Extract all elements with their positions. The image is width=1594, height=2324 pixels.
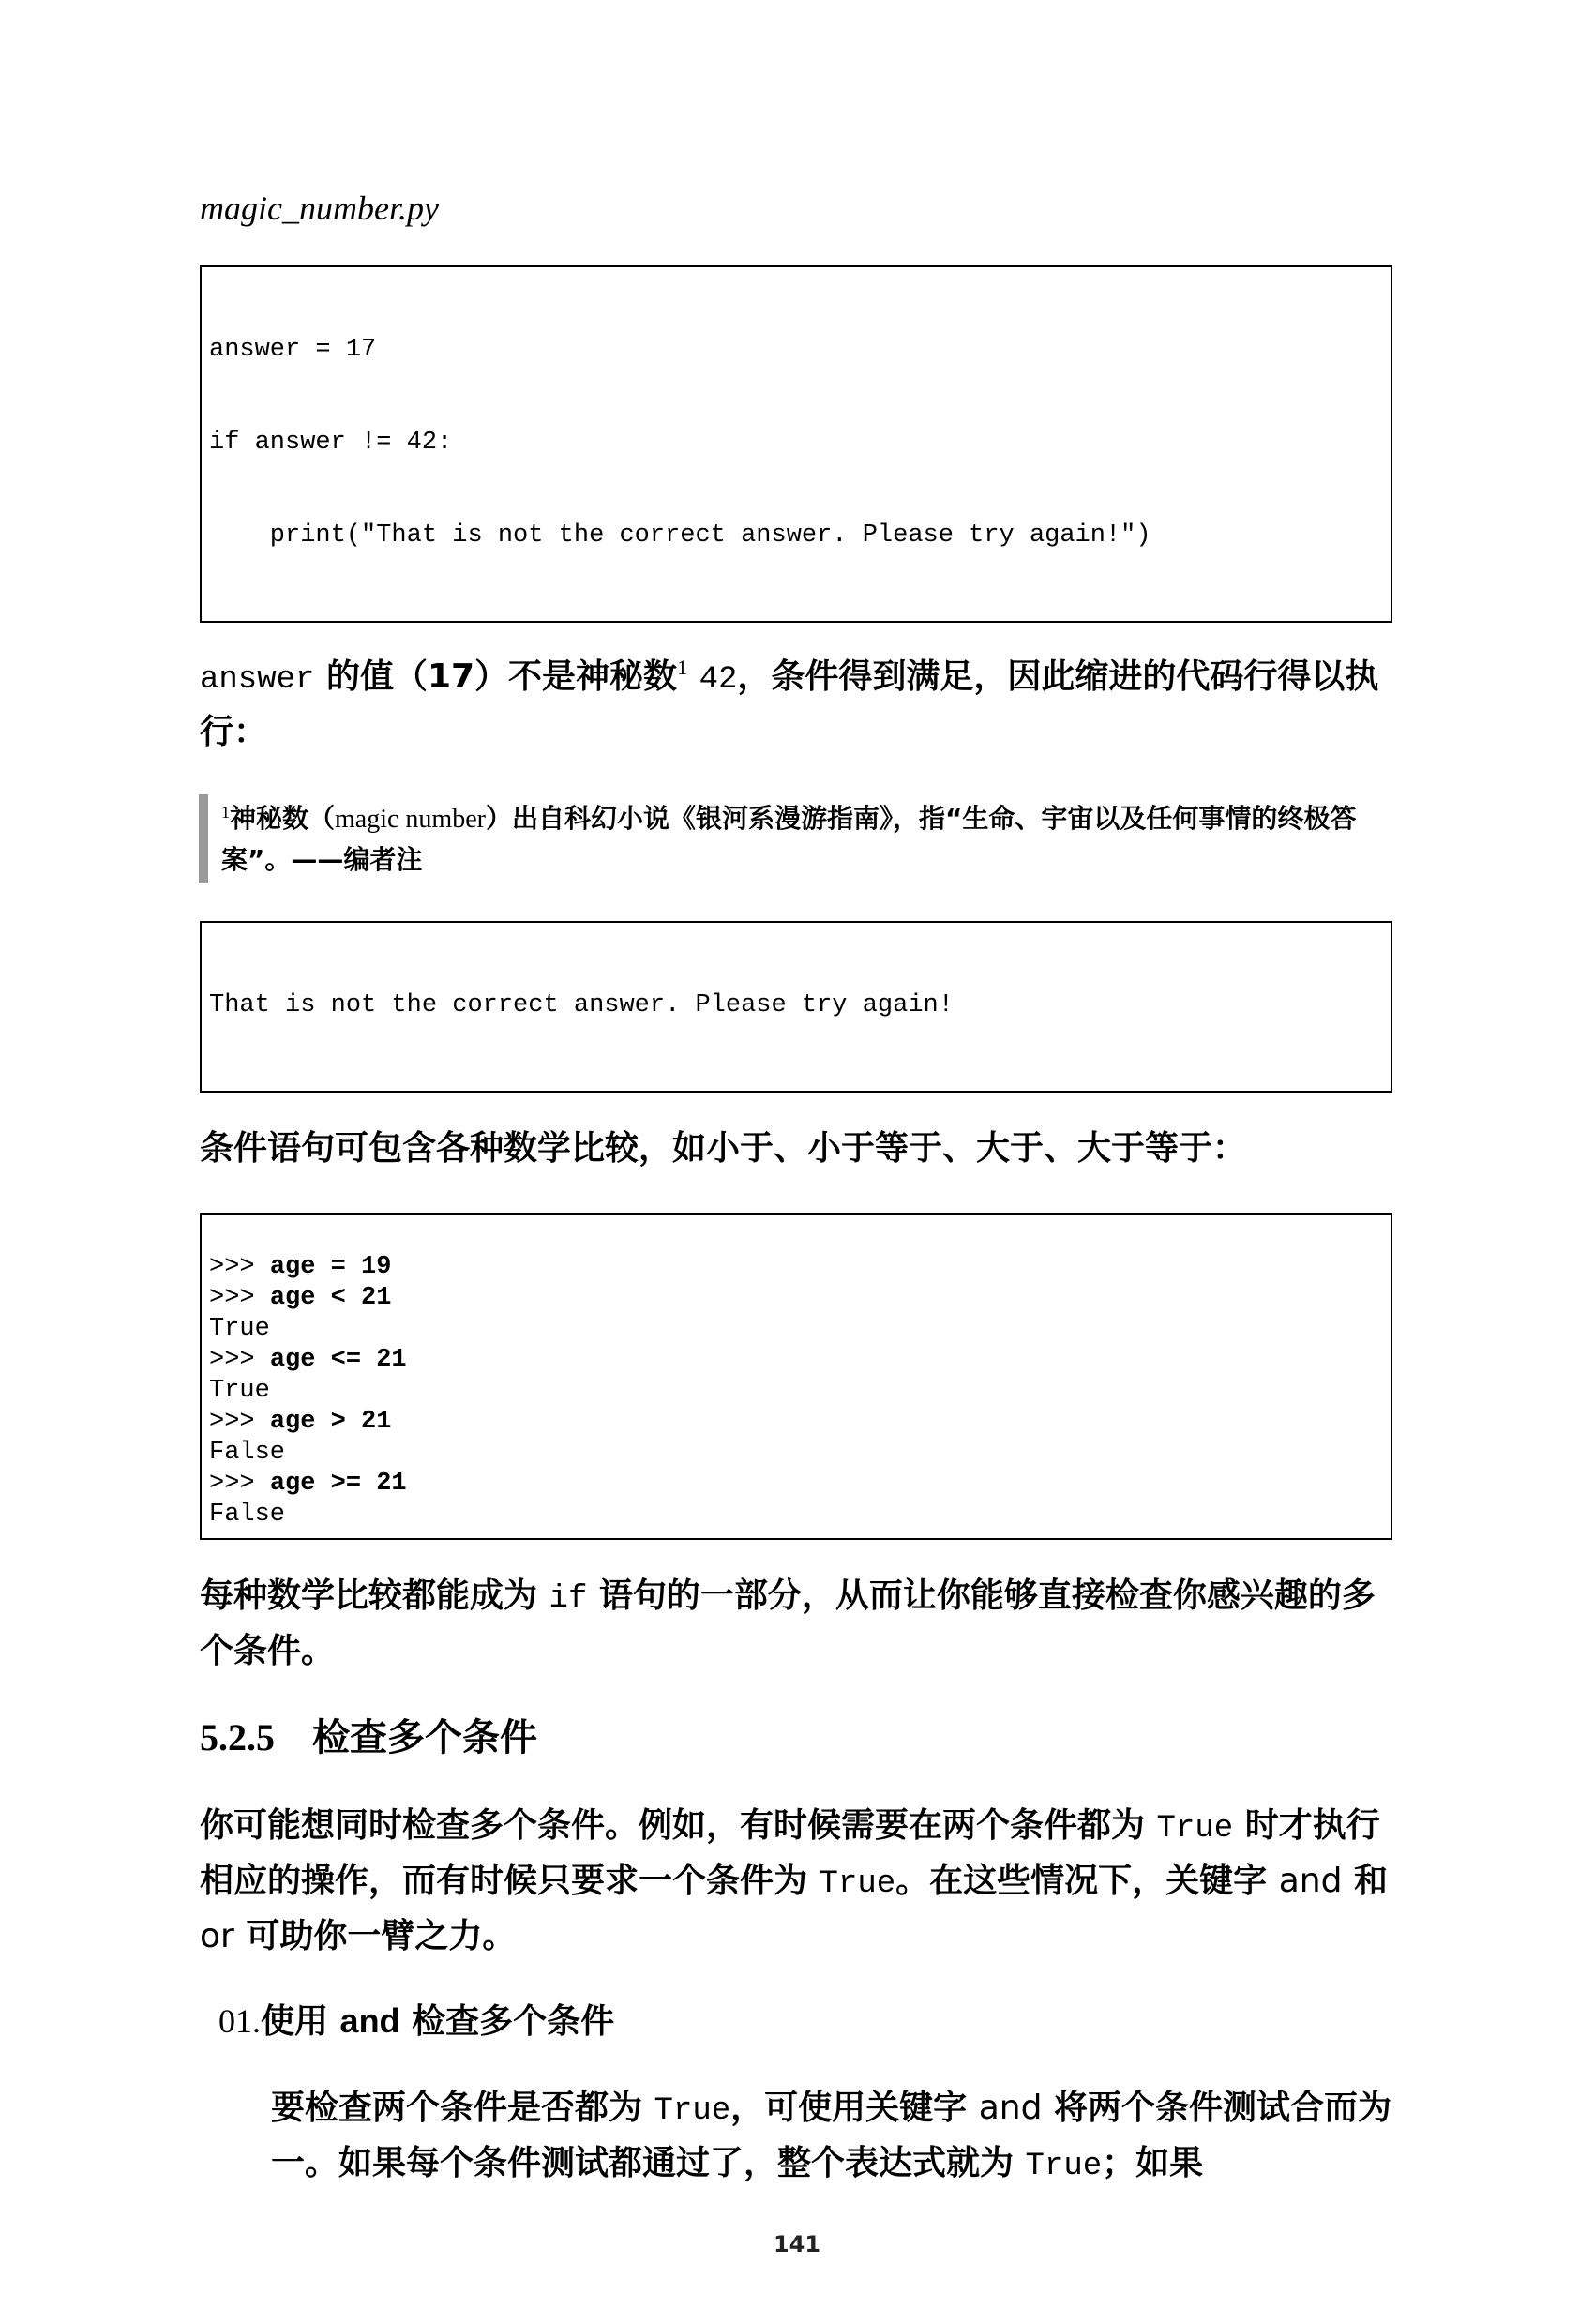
repl-input-line	[209, 1469, 1383, 1500]
paragraph-comparisons: 条件语句可包含各种数学比较，如小于、小于等于、大于、大于等于：	[200, 1129, 1247, 1168]
paragraph-and-keyword: 要检查两个条件是否都为 True，可使用关键字 and 将两个条件测试合而为一。如果每个条件测试都通过了，整个表达式就为 True；如果	[271, 2089, 1391, 2184]
output-line: That is not the correct answer. Please try again!	[209, 991, 954, 1019]
inline-code: answer	[200, 662, 315, 698]
footnote-ref[interactable]: 1	[677, 656, 688, 679]
footnote-marker: 1	[221, 803, 230, 822]
interactive-session-block	[200, 1213, 1392, 1540]
inline-code: 42	[699, 662, 738, 698]
paragraph-if-statement: 每种数学比较都能成为 if 语句的一部分，从而让你能够直接检查你感兴趣的多个条件。	[200, 1577, 1376, 1670]
code-line: print("That is not the correct answer. Please try again!")	[209, 521, 1151, 550]
repl-input: age > 21	[269, 1408, 392, 1436]
keyword-and: and	[978, 2089, 1043, 2127]
repl-input: age < 21	[269, 1284, 392, 1312]
repl-input-line	[209, 1252, 1383, 1283]
code-line: if answer != 42:	[209, 429, 453, 457]
repl-prompt: >>>	[209, 1284, 270, 1312]
repl-input-line	[209, 1407, 1383, 1438]
section-number: 5.2.5	[200, 1716, 275, 1758]
repl-input: age <= 21	[269, 1346, 407, 1374]
inline-code: if	[549, 1581, 588, 1617]
inline-code: True	[1156, 1811, 1234, 1847]
paragraph-multiple-conditions: 你可能想同时检查多个条件。例如，有时候需要在两个条件都为 True 时才执行相应的操作，而有时候只要求一个条件为 True。在这些情况下，关键字 and 和 or 可助你一臂之力。	[200, 1806, 1388, 1955]
subsection-heading: 01.使用 and 检查多个条件	[218, 2001, 615, 2041]
page-number: 141	[773, 2231, 821, 2257]
subsection-number: 01.	[218, 2002, 261, 2040]
inline-code: True	[1025, 2149, 1103, 2184]
repl-input: age = 19	[269, 1253, 392, 1281]
repl-output-line: False	[209, 1501, 286, 1529]
repl-output-line: True	[209, 1377, 270, 1405]
section-title: 检查多个条件	[312, 1716, 537, 1759]
repl-input: age >= 21	[269, 1470, 407, 1498]
repl-prompt: >>>	[209, 1470, 270, 1498]
footnote: $^1$神秘数（magic number）出自科幻小说《银河系漫游指南》，指“生命、宇宙以及任何事情的终极答案”。——编者注	[199, 794, 1394, 883]
repl-input-line	[209, 1283, 1383, 1314]
section-heading	[200, 1712, 1392, 1764]
footnote-term: magic number	[335, 805, 486, 834]
code-line: answer = 17	[209, 336, 377, 364]
subsection-keyword: and	[339, 2001, 400, 2040]
repl-output-line: False	[209, 1439, 286, 1467]
repl-output-line: True	[209, 1315, 270, 1343]
inline-code: True	[654, 2093, 731, 2129]
repl-prompt: >>>	[209, 1408, 270, 1436]
keyword-or: or	[200, 1917, 234, 1955]
repl-input-line	[209, 1345, 1383, 1376]
code-block-magic-number	[200, 265, 1392, 623]
keyword-and: and	[1278, 1862, 1343, 1900]
output-block	[200, 921, 1392, 1093]
file-title: magic_number.py	[200, 189, 439, 227]
repl-prompt: >>>	[209, 1346, 270, 1374]
paragraph-answer-explanation: answer 的值（17）不是神秘数$^1$ 42，条件得到满足，因此缩进的代码行得以执行：	[200, 656, 1379, 751]
inline-code: True	[819, 1866, 896, 1902]
repl-prompt: >>>	[209, 1253, 270, 1281]
